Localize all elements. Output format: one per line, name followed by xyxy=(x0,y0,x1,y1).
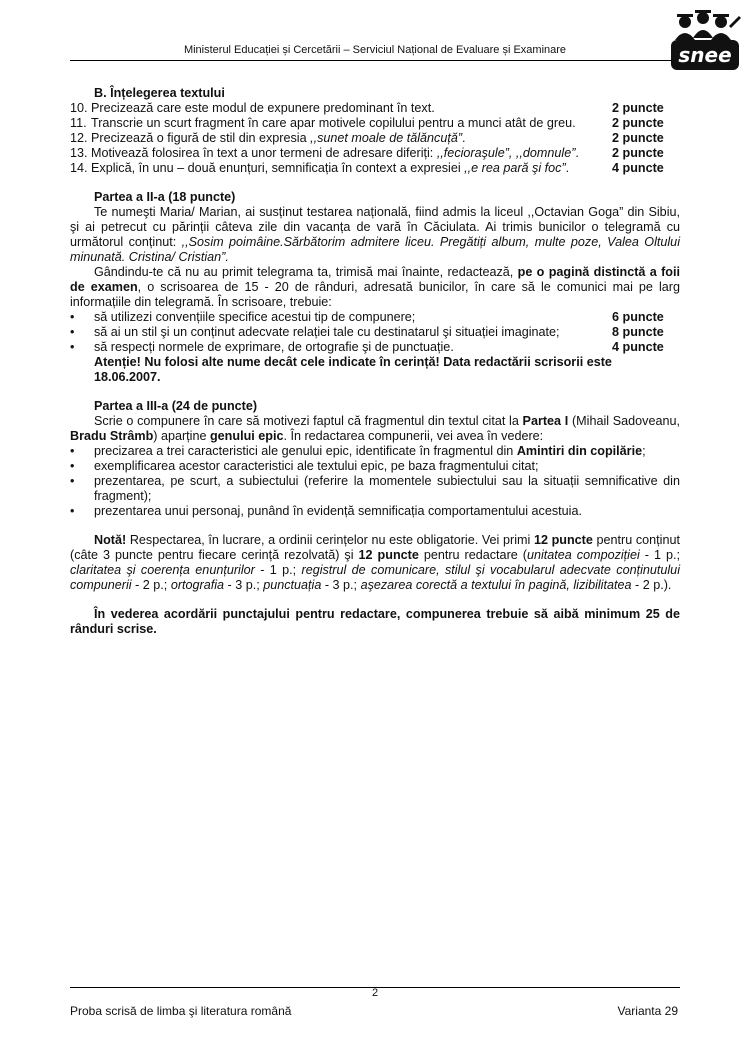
footer-variant: Varianta 29 xyxy=(617,1004,678,1018)
part3-paragraph: Scrie o compunere în care să motivezi faptul că fragmentul din textul citat la Partea I (Mihail Sadoveanu, Bradu Strâmb) aparține genului epic. În redactarea compunerii, vei avea în vedere: xyxy=(70,414,680,443)
page-header-title: Ministerul Educației și Cercetării – Serviciul Național de Evaluare și Examinare xyxy=(183,44,567,56)
snee-logo xyxy=(665,8,743,74)
question-item: 10. Precizează care este modul de expunere predominant în text. 2 puncte xyxy=(70,101,664,115)
exam-content xyxy=(70,86,680,637)
part2-warning: Atenție! Nu folosi alte nume decât cele indicate în cerință! Data redactării scrisorii este 18.06.2007. xyxy=(94,355,612,384)
logo-text: snee xyxy=(678,43,732,67)
part3-bullet: • prezentarea, pe scurt, a subiectului (referire la momentele subiectului sau la situații semnificative din fragment); xyxy=(70,474,680,503)
question-item: 11. Transcrie un scurt fragment în care apar motivele copilului pentru a munci atât de greu. 2 puncte xyxy=(70,116,664,130)
part3-bullet: • exemplificarea acestor caracteristici ale textului epic, pe baza fragmentului citat; xyxy=(70,459,539,473)
page-number: 2 xyxy=(371,987,379,999)
part3-bullet: • prezentarea unui personaj, punând în evidență semnificația comportamentului acestuia. xyxy=(70,504,582,518)
part2-bullet: • să utilizezi convențiile specifice acestui tip de compunere; 6 puncte xyxy=(70,310,664,324)
part2-bullet: • să respecți normele de exprimare, de ortografie şi de punctuație. 4 puncte xyxy=(70,340,664,354)
section-b-heading: B. Înțelegerea textului xyxy=(94,86,225,100)
part2-heading: Partea a II-a (18 puncte) xyxy=(94,190,236,204)
part2-paragraph-1: Te numeşti Maria/ Marian, ai susținut testarea națională, fiind admis la liceul ,,Octavian Goga” din Sibiu, şi ai petrecut cu părinții câteva zile din vacanța de vară în Căciulata. Ai trimis bunicilor o telegramă cu următorul conținut: ,,Sosim poimâine.Sărbătorim admitere liceu. Pregătiți album, multe poze, Valea Oltului minunată. Cristina/ Cristian”. xyxy=(70,205,680,264)
question-item: 14. Explică, în unu – două enunțuri, semnificația în context a expresiei ,,e rea pară şi foc”. 4 puncte xyxy=(70,161,664,175)
question-item: 12. Precizează o figură de stil din expresia ,,sunet moale de tălăncuță”. 2 puncte xyxy=(70,131,664,145)
part2-paragraph-2: Gândindu-te că nu au primit telegrama ta, trimisă mai înainte, redactează, pe o pagină distinctă a foii de examen, o scrisoarea de 15 - 20 de rânduri, adresată bunicilor, în care să le comunici mai pe larg informațiile din telegramă. În scrisoare, trebuie: xyxy=(70,265,680,309)
nota-paragraph: Notă! Respectarea, în lucrare, a ordinii cerințelor nu este obligatorie. Vei primi 12 puncte pentru conținut (câte 3 puncte pentru fiecare cerință rezolvată) şi 12 puncte pentru redactare (unitatea compoziției - 1 p.; claritatea şi coerența enunțurilor - 1 p.; registrul de comunicare, stilul şi vocabularul adecvate conținutului compunerii - 2 p.; ortografia - 3 p.; punctuația - 3 p.; aşezarea corectă a textului în pagină, lizibilitatea - 2 p.). xyxy=(70,533,680,592)
part3-heading: Partea a III-a (24 de puncte) xyxy=(94,399,258,413)
header-divider xyxy=(70,60,680,61)
part2-bullet: • să ai un stil şi un conținut adecvate relației tale cu destinatarul şi situației imaginate; 8 puncte xyxy=(70,325,664,339)
final-note: În vederea acordării punctajului pentru redactare, compunerea trebuie să aibă minimum 25 de rânduri scrise. xyxy=(70,607,680,636)
part3-bullet: • precizarea a trei caracteristici ale genului epic, identificate în fragmentul din Amintiri din copilărie; xyxy=(70,444,646,458)
question-item: 13. Motivează folosirea în text a unor termeni de adresare diferiți: ,,fecioraşule”, ,,domnule”. 2 puncte xyxy=(70,146,664,160)
footer-exam-title: Proba scrisă de limba şi literatura română xyxy=(70,1004,292,1018)
